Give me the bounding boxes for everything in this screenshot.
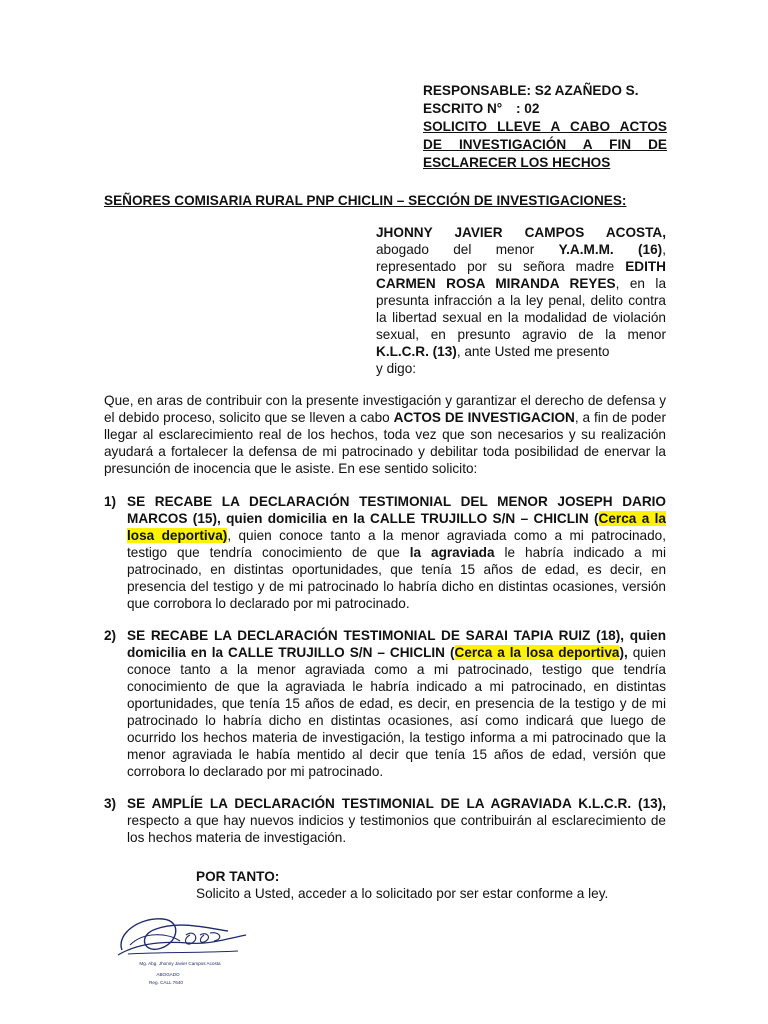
signature-reg: Reg. CALL 7640 xyxy=(149,980,183,985)
document-header xyxy=(423,82,667,172)
subject-line-3: ESCLARECER LOS HECHOS xyxy=(423,155,611,170)
intro-text-1: abogado del menor xyxy=(376,242,559,257)
paragraph-text-2: , a fin de poder llegar al esclarecimiento real de los hechos, toda vez que son necesarios y su realización ayudará a fortalecer la defensa de mi patrocinado y debilitar toda posibilidad de enervar la presunción de inocencia que le asiste. En ese sentido solicito: xyxy=(104,410,666,476)
signature-name: Mg. Abg. Jhonny Javier Campos Acosta xyxy=(139,961,221,966)
petition-text: le habría indicado a mi patrocinado, en distintas oportunidades, que tenía 15 años de edad, es decir, en presencia del testigo y de mi patrocinado lo habría dicho en distintas ocasiones, versión que corrobora lo declarado por mi patrocinado. xyxy=(127,545,666,611)
petition-number: 1) xyxy=(104,494,117,509)
handwritten-signature xyxy=(108,905,253,1005)
addressee-text: SEÑORES COMISARIA RURAL PNP CHICLIN – SECCIÓN DE INVESTIGACIONES xyxy=(104,193,622,208)
petition-item-3 xyxy=(104,795,666,846)
escrito-label: ESCRITO N° xyxy=(423,101,503,116)
mother-name: EDITH CARMEN ROSA MIRANDA REYES xyxy=(376,259,666,291)
subject-line-2: DE INVESTIGACIÓN A FIN DE xyxy=(423,137,667,152)
petition-number: 2) xyxy=(104,628,117,643)
petition-bold-text: la agraviada xyxy=(409,545,495,560)
victim-initials: K.L.C.R. (13) xyxy=(376,344,457,359)
petition-text: , quien conoce tanto a la menor agraviada como a mi patrocinado, testigo que tendría conocimiento de que xyxy=(127,528,666,560)
minor-initials: Y.A.M.M. (16) xyxy=(558,242,663,257)
highlighted-text: Cerca a la losa deportiva xyxy=(454,645,620,660)
escrito-value: : 02 xyxy=(516,101,540,116)
signature-graphic xyxy=(108,905,253,1005)
responsable-line: RESPONSABLE: S2 AZAÑEDO S. xyxy=(423,83,639,98)
signature-role: ABOGADO xyxy=(156,972,180,977)
closing-title: POR TANTO: xyxy=(196,869,280,884)
petition-text: quien conoce tanto a la menor agraviada como a mi patrocinado, testigo que tendría conocimiento de que la agraviada le habría indicado a mi patrocinado, en distintas oportunidades, que tenía 15 años de edad, es decir, en presencia de la testigo y de mi patrocinado lo habría dicho en distintas ocasiones, así como indicará que luego de ocurrido los hechos materia de investigación, la testigo informa a mi patrocinado que la menor agraviada le había mentido al decir que tenía 15 años de edad, versión que corrobora lo declarado por mi patrocinado. xyxy=(127,645,666,779)
lawyer-name: JHONNY JAVIER CAMPOS ACOSTA, xyxy=(376,225,666,240)
subject-line-1: SOLICITO LLEVE A CABO ACTOS xyxy=(423,119,667,134)
addressee-colon: : xyxy=(621,193,627,208)
paragraph-text-1: Que, en aras de contribuir con la presente investigación y garantizar el derecho de defensa y el debido proceso, solicito que se lleven a cabo xyxy=(104,393,666,425)
petition-text: respecto a que hay nuevos indicios y testimonios que contribuirán al esclarecimiento de los hechos materia de investigación. xyxy=(127,813,666,845)
petition-bold-text: SE AMPLÍE LA DECLARACIÓN TESTIMONIAL DE LA AGRAVIADA K.L.C.R. (13), xyxy=(127,796,666,811)
main-paragraph xyxy=(104,392,666,477)
petition-list xyxy=(104,493,666,861)
intro-text-3: , en la presunta infracción a la ley penal, delito contra la libertad sexual en la modalidad de violación sexual, en presunto agravio de la menor xyxy=(376,276,666,342)
closing-text: Solicito a Usted, acceder a lo solicitado por ser estar conforme a ley. xyxy=(196,886,609,901)
petition-bold-text: SE RECABE LA DECLARACIÓN TESTIMONIAL DE SARAI TAPIA RUIZ (18), quien domicilia en la CALLE TRUJILLO S/N – CHICLIN ( xyxy=(127,628,666,660)
petition-item-2 xyxy=(104,627,666,780)
introduction-block xyxy=(376,224,666,377)
highlighted-text: Cerca a la losa deportiva) xyxy=(127,511,666,543)
intro-text-2: , representado por su señora madre xyxy=(376,242,666,274)
intro-text-5: y digo: xyxy=(376,361,417,376)
closing-block xyxy=(196,868,666,902)
intro-text-4: , ante Usted me presento xyxy=(456,344,610,359)
petition-number: 3) xyxy=(104,796,117,811)
petition-item-1 xyxy=(104,493,666,612)
escrito-line xyxy=(423,100,667,118)
petition-bold-text: SE RECABE LA DECLARACIÓN TESTIMONIAL DEL MENOR JOSEPH DARIO MARCOS (15), quien domicilia en la CALLE TRUJILLO S/N – CHICLIN ( xyxy=(127,494,666,526)
petition-bold-text: ), xyxy=(619,645,628,660)
addressee-heading xyxy=(104,192,664,209)
paragraph-bold: ACTOS DE INVESTIGACION xyxy=(393,410,575,425)
